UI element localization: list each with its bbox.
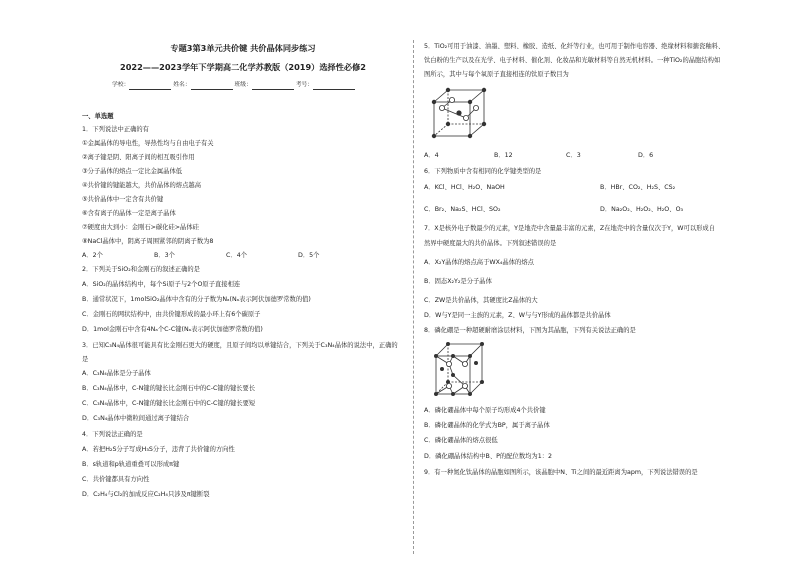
q1-item: ⑦硬度由大到小：金刚石>碳化硅>晶体硅 (82, 224, 199, 231)
school-label: 学校： (112, 82, 130, 88)
q7-option-d: D．W与Y是同一主族的元素，Z、W与与Y形成的晶体都是共价晶体 (424, 312, 611, 319)
q4-option-b: B．s轨道和p轨道重叠可以形成π键 (82, 461, 180, 468)
boron-phosphide-unit-cell-figure (432, 340, 486, 398)
name-blank (191, 83, 233, 90)
q5-stem-line: 图所示，其中与每个氧原子直接相连的钛原子数目为 (424, 71, 569, 78)
q1-item: ⑥含有离子的晶体一定是离子晶体 (82, 210, 176, 217)
right-column (424, 0, 754, 562)
q8-option-d: D．磷化硼晶体结构中B、P的配位数均为1：2 (424, 453, 553, 460)
q2-option-a: A．SiO₂的晶体结构中，每个Si原子与2个O原子直接相连 (82, 281, 241, 288)
q2-option-d: D．1mol金刚石中含有4Nₐ个C-C键(Nₐ表示阿伏加德罗常数的值) (82, 326, 263, 333)
q7-option-c: C．ZW是共价晶体，其硬度比Z晶体的大 (424, 297, 538, 304)
q4-option-d: D．C₂H₄与Cl₂的加成反应C₂H₄只涉及π键断裂 (82, 491, 210, 498)
school-blank (129, 83, 171, 90)
q3-option-d: D．C₃N₄晶体中微粒间通过离子键结合 (82, 415, 190, 422)
class-blank (252, 83, 294, 90)
q7-option-b: B．固态X₂Y₂是分子晶体 (424, 278, 492, 285)
q2-option-b: B．通常状况下，1molSiO₂晶体中含有的分子数为Nₐ(Nₐ表示阿伏加德罗常数的值) (82, 296, 311, 303)
q1-item: ⑤共价晶体中一定含有共价键 (82, 196, 164, 203)
q7-option-a: A．X₂Y晶体的熔点高于WX₄晶体的熔点 (424, 259, 534, 266)
q6-option-c: C．Br₂、Na₂S、HCl、SO₂ (424, 206, 501, 213)
q1-option-b: B．3个 (154, 252, 175, 259)
q3-option-a: A．C₃N₄晶体是分子晶体 (82, 370, 151, 377)
id-blank (313, 83, 355, 90)
q1-item: ③分子晶体的熔点一定比金属晶体低 (82, 168, 183, 175)
q1-item: ⑧NaCl晶体中，阴离子周围紧邻的阴离子数为8 (82, 238, 214, 245)
q5-options (424, 151, 710, 160)
tio2-unit-cell-figure (430, 86, 488, 140)
q3-stem: 3．已知C₃N₄晶体很可能具有比金刚石更大的硬度，且原子间均以单键结合，下列关于C₃N₄晶体的说法中，正确的 (82, 342, 398, 349)
q9-stem: 9．有一种氮化钛晶体的晶胞如图所示，该晶胞中N、Ti之间的最近距离为apm，下列说法错误的是 (424, 469, 698, 476)
class-label: 班级： (234, 82, 252, 88)
section-heading: 一、单选题 (82, 113, 114, 120)
q1-option-a: A．2个 (82, 252, 103, 259)
q4-option-c: C．共价键都具有方向性 (82, 476, 150, 483)
q6-options-row2 (424, 205, 683, 214)
name-label: 姓名： (173, 82, 191, 88)
q4-stem: 4．下列说法正确的是 (82, 431, 143, 438)
q7-stem-line: 7．X是核外电子数最少的元素，Y是地壳中含量最丰富的元素，Z在地壳中的含量仅次于Y，W可以形成自 (424, 225, 716, 232)
q3-stem-cont: 是 (82, 356, 89, 363)
q5-stem-line: 钛白粉的生产以及在光学、电子材料、催化剂、化妆品和光敏材料等自然无机材料。一种TiO₂的晶胞结构如 (424, 57, 721, 64)
q2-option-c: C．金刚石的网状结构中，由共价键形成的最小环上有6个碳原子 (82, 311, 261, 318)
q1-options (82, 251, 370, 260)
q3-option-c: C．C₃N₄晶体中，C-N键的键长比金刚石中的C-C键的键长要短 (82, 400, 256, 407)
q8-option-b: B．磷化硼晶体的化学式为BP，属于离子晶体 (424, 422, 550, 429)
q1-option-d: D．5个 (298, 252, 320, 259)
q1-stem: 1．下列说法中正确的有 (82, 126, 149, 133)
q6-option-b: B．HBr、CO₂、H₂S、CS₂ (600, 184, 676, 191)
worksheet-title: 专题3第3单元共价键 共价晶体同步练习 (170, 43, 316, 53)
q6-options-row1 (424, 183, 675, 192)
q8-option-a: A．磷化硼晶体中每个原子均形成4个共价键 (424, 407, 546, 414)
q8-stem: 8．磷化硼是一种超硬耐磨涂层材料，下图为其晶胞，下列有关说法正确的是 (424, 327, 636, 334)
q6-option-a: A．KCl、HCl、H₂O、NaOH (424, 184, 505, 191)
q3-option-b: B．C₃N₄晶体中，C-N键的键长比金刚石中的C-C键的键长要长 (82, 385, 256, 392)
q1-item: ②离子键是阴、阳离子间的相互吸引作用 (82, 154, 195, 161)
q8-option-c: C．磷化硼晶体的熔点很低 (424, 437, 498, 444)
q7-stem-line: 然界中硬度最大的共价晶体。下列叙述错误的是 (424, 240, 557, 247)
binding-line (413, 40, 414, 554)
q5-option-b: B．12 (494, 152, 513, 159)
q2-stem: 2．下列关于SiO₂和金刚石的叙述正确的是 (82, 266, 200, 273)
q6-stem: 6．下列物质中含有相同的化学键类型的是 (424, 168, 542, 175)
left-column (82, 0, 404, 562)
q4-option-a: A．若把H₂S分子写成H₃S分子，违背了共价键的方向性 (82, 446, 235, 453)
id-label: 考号： (295, 82, 314, 88)
q5-option-d: D．6 (638, 152, 654, 159)
q1-item: ①金属晶体的导电性，导热性均与自由电子有关 (82, 140, 214, 147)
q1-option-c: C．4个 (226, 252, 247, 259)
student-info-line (112, 81, 412, 90)
worksheet-subtitle: 2022——2023学年下学期高二化学苏教版（2019）选择性必修2 (120, 62, 366, 72)
q5-option-a: A．4 (424, 152, 439, 159)
q1-item: ④共价键的键能越大，共价晶体的熔点越高 (82, 182, 201, 189)
q6-option-d: D．Na₂O₂、H₂O₂、H₂O、O₃ (600, 206, 684, 213)
q5-stem-line: 5．TiO₂可用于油漆、油墨、塑料、橡胶、造纸、化纤等行业，也可用于制作电容器、绝缘材料和搪瓷釉料、 (424, 43, 725, 50)
q5-option-c: C．3 (566, 152, 581, 159)
